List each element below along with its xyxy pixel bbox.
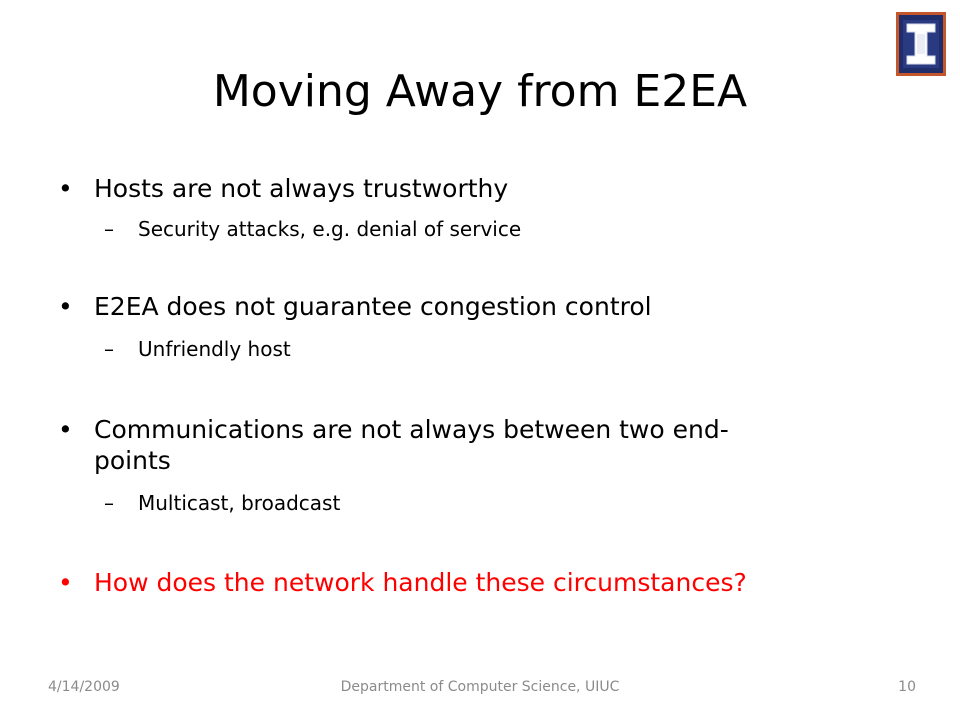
footer-date: 4/14/2009 bbox=[48, 679, 120, 695]
sub-bullet-marker: – bbox=[104, 337, 114, 361]
slide-title: Moving Away from E2EA bbox=[212, 66, 748, 117]
sub-bullet-item: Multicast, broadcast bbox=[138, 491, 341, 515]
footer-page-number: 10 bbox=[898, 679, 916, 695]
bullet-item: Hosts are not always trustworthy bbox=[94, 174, 509, 203]
sub-bullet-marker: – bbox=[104, 217, 114, 241]
bullet-item: E2EA does not guarantee congestion control bbox=[94, 292, 652, 321]
bullet-marker: • bbox=[58, 174, 73, 203]
bullet-item-line: points bbox=[94, 446, 171, 475]
footer-department: Department of Computer Science, UIUC bbox=[340, 679, 620, 695]
bullet-marker: • bbox=[58, 415, 73, 444]
sub-bullet-item: Security attacks, e.g. denial of service bbox=[138, 217, 522, 241]
bullet-item-line: Communications are not always between two end- bbox=[94, 415, 729, 444]
bullet-marker: • bbox=[58, 292, 73, 321]
bullet-marker: • bbox=[58, 568, 73, 597]
sub-bullet-item: Unfriendly host bbox=[138, 337, 291, 361]
bullet-item-highlight: How does the network handle these circumstances? bbox=[94, 568, 747, 597]
sub-bullet-marker: – bbox=[104, 491, 114, 515]
